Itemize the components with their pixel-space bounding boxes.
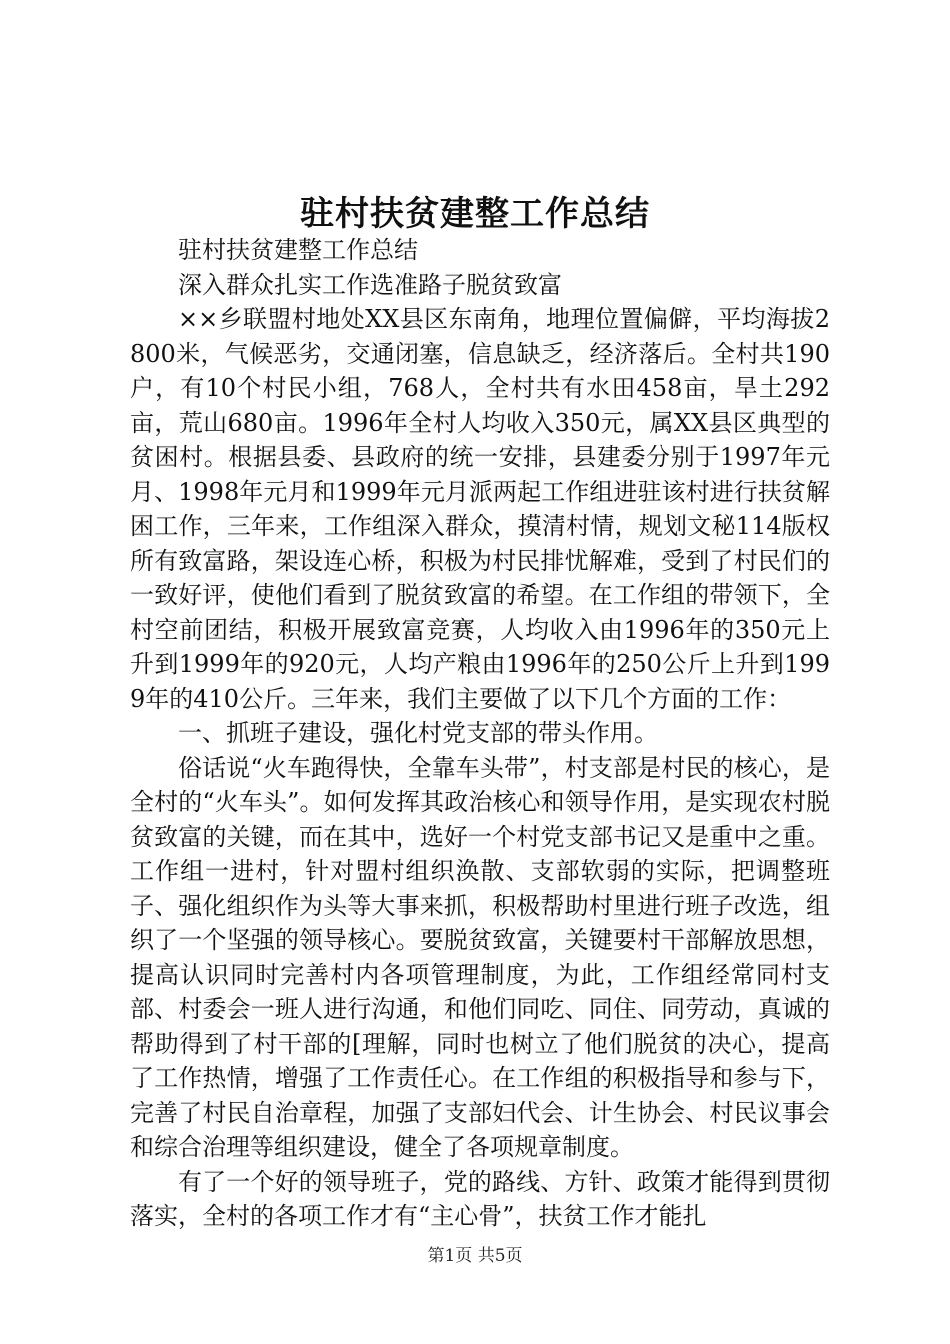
document-title: 驻村扶贫建整工作总结 — [300, 194, 650, 234]
paragraph-intro: ××乡联盟村地处XX县区东南角，地理位置偏僻，平均海拔2800米，气候恶劣，交通闭塞，信息缺乏，经济落后。全村共190户，有10个村民小组，768人，全村共有水田458亩，旱土292亩，荒山680亩。1996年全村人均收入350元，属XX县区典型的贫困村。根据县委、县政府的统一安排，县建委分别于1997年元月、1998年元月和1999年元月派两起工作组进驻该村进行扶贫解困工作，三年来，工作组深入群众，摸清村情，规划文秘114版权所有致富路，架设连心桥，积极为村民排忧解难，受到了村民们的一致好评，使他们看到了脱贫致富的希望。在工作组的带领下，全村空前团结，积极开展致富竞赛，人均收入由1996年的350元上升到1999年的920元，人均产粮由1996年的250公斤上升到1999年的410公斤。三年来，我们主要做了以下几个方面的工作： — [130, 305, 830, 713]
paragraph-slogan: 深入群众扎实工作选准路子脱贫致富 — [178, 270, 562, 299]
paragraph-continued: 有了一个好的领导班子，党的路线、方针、政策才能得到贯彻落实，全村的各项工作才有“主心骨”，扶贫工作才能扎 — [130, 1167, 830, 1230]
paragraph-section-1: 俗话说“火车跑得快，全靠车头带”，村支部是村民的核心，是全村的“火车头”。如何发挥其政治核心和领导作用，是实现农村脱贫致富的关键，而在其中，选好一个村党支部书记又是重中之重。工作组一进村，针对盟村组织涣散、支部软弱的实际，把调整班子、强化组织作为头等大事来抓，积极帮助村里进行班子改选，组织了一个坚强的领导核心。要脱贫致富，关键要村干部解放思想，提高认识同时完善村内各项管理制度，为此，工作组经常同村支部、村委会一班人进行沟通，和他们同吃、同住、同劳动，真诚的帮助得到了村干部的[理解，同时也树立了他们脱贫的决心，提高了工作热情，增强了工作责任心。在工作组的积极指导和参与下，完善了村民自治章程，加强了支部妇代会、计生协会、村民议事会和综合治理等组织建设，健全了各项规章制度。 — [130, 753, 830, 1161]
paragraph-subtitle: 驻村扶贫建整工作总结 — [178, 236, 418, 264]
page-footer: 第1页 共5页 — [427, 1246, 523, 1266]
document-body — [130, 233, 830, 1234]
section-heading-1: 一、抓班子建设，强化村党支部的带头作用。 — [178, 719, 658, 747]
